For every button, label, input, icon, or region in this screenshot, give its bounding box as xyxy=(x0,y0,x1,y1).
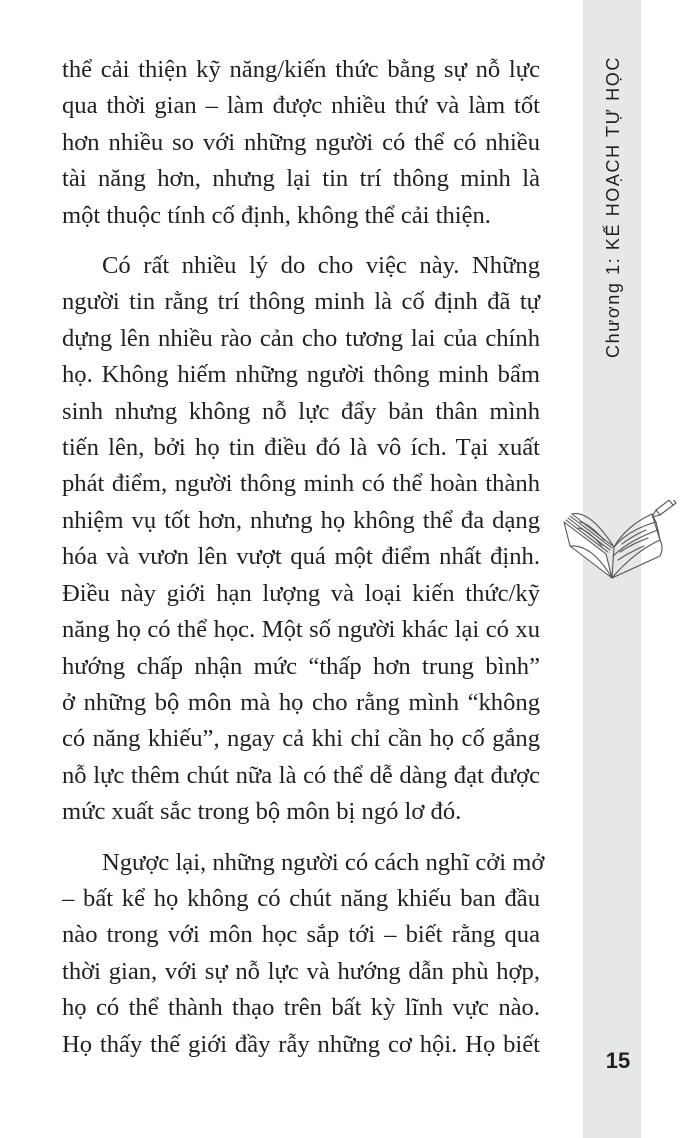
text-line: sinh nhưng không nỗ lực đẩy bản thân mình xyxy=(62,397,540,425)
text-line: – bất kể họ không có chút năng khiếu ban đầu xyxy=(62,884,540,912)
paragraph-3 xyxy=(62,845,545,1063)
text-line: phát điểm, người thông minh có thể hoàn thành xyxy=(62,470,540,498)
text-line: Họ thấy thế giới đầy rẫy những cơ hội. Họ biết xyxy=(62,1030,540,1058)
text-line: qua thời gian – làm được nhiều thứ và làm tốt xyxy=(62,92,540,120)
chapter-label: Chương 1: KẾ HOẠCH TỰ HỌC xyxy=(603,56,623,358)
text-line: thời gian, với sự nỗ lực và hướng dẫn phù hợp, xyxy=(62,957,540,985)
text-line: một thuộc tính cố định, không thể cải thiện. xyxy=(62,201,491,229)
text-line: nỗ lực thêm chút nữa là có thể dễ dàng đạt được xyxy=(62,761,540,789)
text-line: thể cải thiện kỹ năng/kiến thức bằng sự nỗ lực xyxy=(62,56,540,83)
page-number: 15 xyxy=(605,1048,631,1073)
text-line: dựng lên nhiều rào cản cho tương lai của chính xyxy=(62,324,540,352)
text-line: hóa và vươn lên vượt quá một điểm nhất định. xyxy=(62,543,540,571)
text-line: Điều này giới hạn lượng và loại kiến thức/kỹ xyxy=(62,579,540,607)
text-line: họ có thể thành thạo trên bất kỳ lĩnh vực nào. xyxy=(62,994,540,1022)
body-text xyxy=(62,52,545,1077)
text-line: mức xuất sắc trong bộ môn bị ngó lơ đó. xyxy=(62,798,462,826)
text-line: tài năng hơn, nhưng lại tin trí thông minh là xyxy=(62,165,540,193)
text-line: nhiệm vụ tốt hơn, nhưng họ không thể đa dạng xyxy=(62,506,540,534)
text-line: tiến lên, bởi họ tin điều đó là vô ích. Tại xuất xyxy=(62,434,540,462)
text-line: người tin rằng trí thông minh là cố định đã tự xyxy=(62,288,540,316)
text-line: Có rất nhiều lý do cho việc này. Những xyxy=(102,252,540,280)
text-line: ở những bộ môn mà họ cho rằng mình “không xyxy=(62,688,540,716)
paragraph-2 xyxy=(62,248,540,831)
paragraph-1 xyxy=(62,52,540,234)
text-line: hướng chấp nhận mức “thấp hơn trung bình” xyxy=(62,652,540,680)
text-line: họ. Không hiếm những người thông minh bẩm xyxy=(62,361,540,389)
text-line: hơn nhiều so với những người có thể có nhiều xyxy=(62,128,540,156)
text-line: nào trong với môn học sắp tới – biết rằng qua xyxy=(62,921,540,949)
text-line: Ngược lại, những người có cách nghĩ cởi mở xyxy=(102,848,545,876)
text-line: có năng khiếu”, ngay cả khi chỉ cần họ cố gắng xyxy=(62,725,540,753)
text-line: năng họ có thể học. Một số người khác lại có xu xyxy=(62,616,540,644)
open-book-pencil-icon xyxy=(560,500,680,582)
